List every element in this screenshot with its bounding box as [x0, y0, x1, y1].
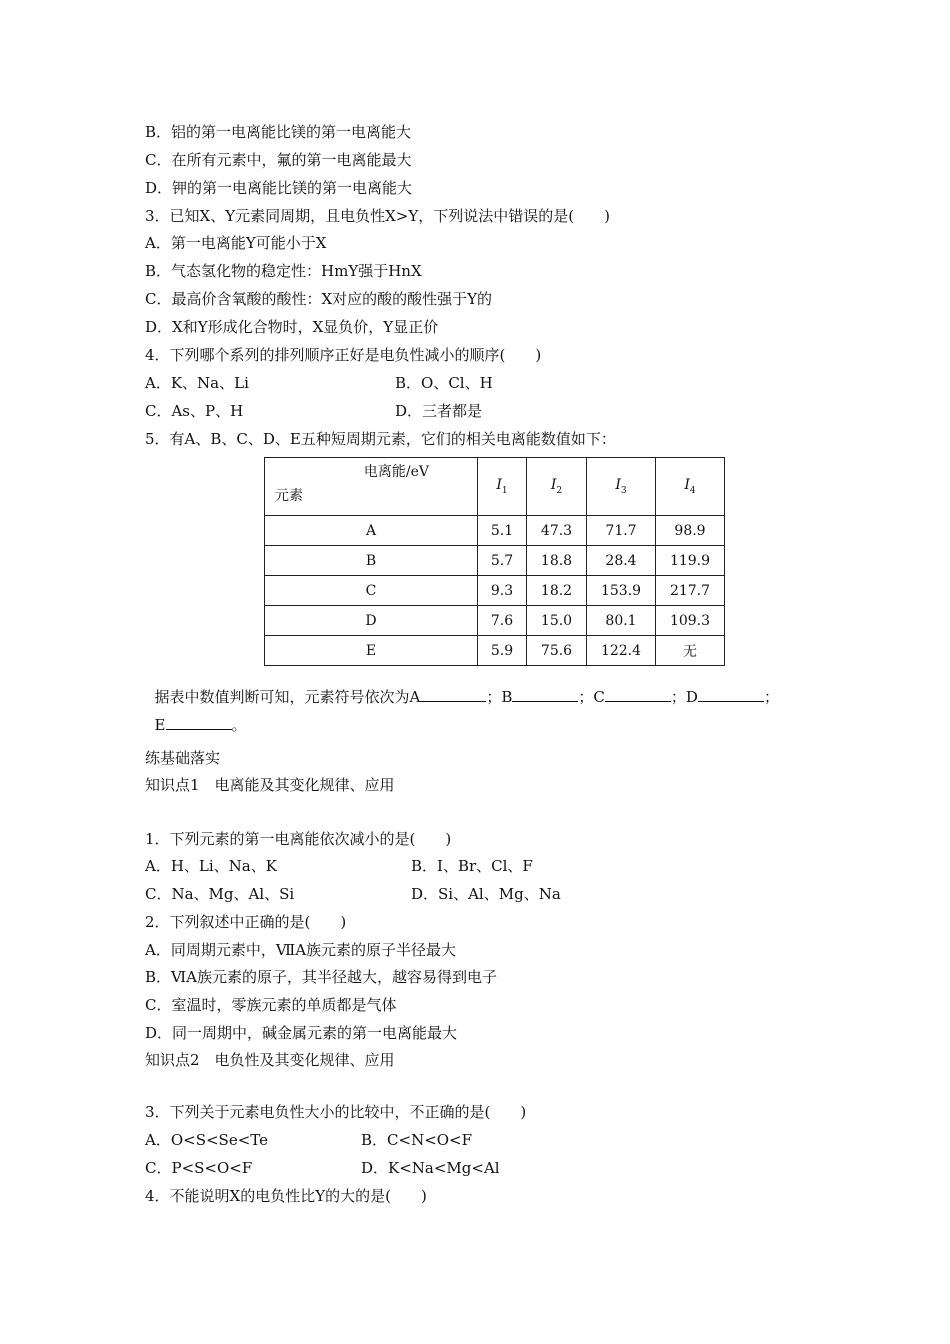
table-row [265, 636, 725, 666]
question-stem: 3．已知X、Y元素同周期，且电负性X>Y，下列说法中错误的是( ) [145, 207, 610, 225]
question-stem: 1．下列元素的第一电离能依次减小的是( ) [145, 830, 452, 848]
table-header-row [265, 458, 725, 516]
diagonal-header-cell [265, 458, 478, 516]
option-b: B．O、Cl、H [395, 374, 493, 392]
column-header: $I_2$ [527, 458, 587, 516]
value-cell: 9.3 [478, 576, 527, 606]
value-cell: 15.0 [527, 606, 587, 636]
value-cell: 80.1 [587, 606, 656, 636]
value-cell: 5.9 [478, 636, 527, 666]
question-stem: 2．下列叙述中正确的是( ) [145, 913, 347, 931]
option-line: B．ⅥA族元素的原子，其半径越大，越容易得到电子 [145, 968, 497, 986]
option-line: C．最高价含氧酸的酸性：X对应的酸的酸性强于Y的 [145, 290, 493, 308]
answer-blank[interactable] [420, 687, 486, 702]
question-stem: 4．下列哪个系列的排列顺序正好是电负性减小的顺序( ) [145, 346, 542, 364]
option-line: B．气态氢化物的稳定性：HmY强于HnX [145, 262, 422, 280]
ionization-energy-table [264, 457, 725, 666]
value-cell: 153.9 [587, 576, 656, 606]
column-header: $I_1$ [478, 458, 527, 516]
option-d: D．三者都是 [395, 402, 483, 420]
option-a: A．K、Na、Li [145, 374, 249, 392]
option-line: D．X和Y形成化合物时，X显负价，Y显正价 [145, 318, 439, 336]
element-cell: A [265, 516, 478, 546]
section-title: 练基础落实 [145, 749, 221, 767]
value-cell: 28.4 [587, 546, 656, 576]
answer-blank[interactable] [166, 715, 232, 730]
table-row [265, 516, 725, 546]
fill-in-answer-line: E 。 [154, 716, 247, 734]
option-c: C．As、P、H [145, 402, 244, 420]
column-header: $I_4$ [656, 458, 725, 516]
value-cell: 5.7 [478, 546, 527, 576]
option-d: D．K<Na<Mg<Al [361, 1159, 500, 1177]
value-cell: 109.3 [656, 606, 725, 636]
option-line: C．室温时，零族元素的单质都是气体 [145, 996, 397, 1014]
value-cell: 119.9 [656, 546, 725, 576]
value-cell: 无 [656, 636, 725, 666]
element-cell: C [265, 576, 478, 606]
question-stem: 5．有A、B、C、D、E五种短周期元素，它们的相关电离能数值如下： [145, 430, 616, 448]
option-b: B．C<N<O<F [361, 1131, 473, 1149]
knowledge-point-heading: 知识点1 电离能及其变化规律、应用 [145, 776, 395, 794]
value-cell: 7.6 [478, 606, 527, 636]
table-row [265, 546, 725, 576]
value-cell: 18.8 [527, 546, 587, 576]
element-cell: B [265, 546, 478, 576]
option-line: D．同一周期中，碱金属元素的第一电离能最大 [145, 1024, 458, 1042]
value-cell: 98.9 [656, 516, 725, 546]
header-bottom-label: 元素 [275, 488, 303, 504]
option-line: A．同周期元素中，ⅦA族元素的原子半径最大 [145, 941, 457, 959]
column-header: $I_3$ [587, 458, 656, 516]
element-cell: D [265, 606, 478, 636]
value-cell: 75.6 [527, 636, 587, 666]
question-stem: 3．下列关于元素电负性大小的比较中，不正确的是( ) [145, 1103, 527, 1121]
option-line: B．铝的第一电离能比镁的第一电离能大 [145, 123, 412, 141]
table-row [265, 606, 725, 636]
knowledge-point-heading: 知识点2 电负性及其变化规律、应用 [145, 1051, 395, 1069]
question-stem: 4．不能说明X的电负性比Y的大的是( ) [145, 1187, 427, 1205]
value-cell: 18.2 [527, 576, 587, 606]
answer-blank[interactable] [512, 687, 578, 702]
table-row [265, 576, 725, 606]
option-line: A．第一电离能Y可能小于X [145, 234, 327, 252]
option-a: A．H、Li、Na、K [145, 857, 277, 875]
option-d: D．Si、Al、Mg、Na [411, 885, 561, 903]
value-cell: 5.1 [478, 516, 527, 546]
value-cell: 71.7 [587, 516, 656, 546]
value-cell: 217.7 [656, 576, 725, 606]
option-line: D．钾的第一电离能比镁的第一电离能大 [145, 179, 413, 197]
element-cell: E [265, 636, 478, 666]
option-c: C．P<S<O<F [145, 1159, 253, 1177]
option-a: A．O<S<Se<Te [145, 1131, 268, 1149]
option-line: C．在所有元素中，氟的第一电离能最大 [145, 151, 412, 169]
option-b: B．I、Br、Cl、F [411, 857, 533, 875]
value-cell: 122.4 [587, 636, 656, 666]
answer-blank[interactable] [698, 687, 764, 702]
header-top-label: 电离能/eV [363, 464, 429, 480]
option-c: C．Na、Mg、Al、Si [145, 885, 295, 903]
value-cell: 47.3 [527, 516, 587, 546]
fill-in-answer-line: 据表中数值判断可知，元素符号依次为A ；B ；C ；D ； [154, 688, 779, 706]
answer-blank[interactable] [605, 687, 671, 702]
